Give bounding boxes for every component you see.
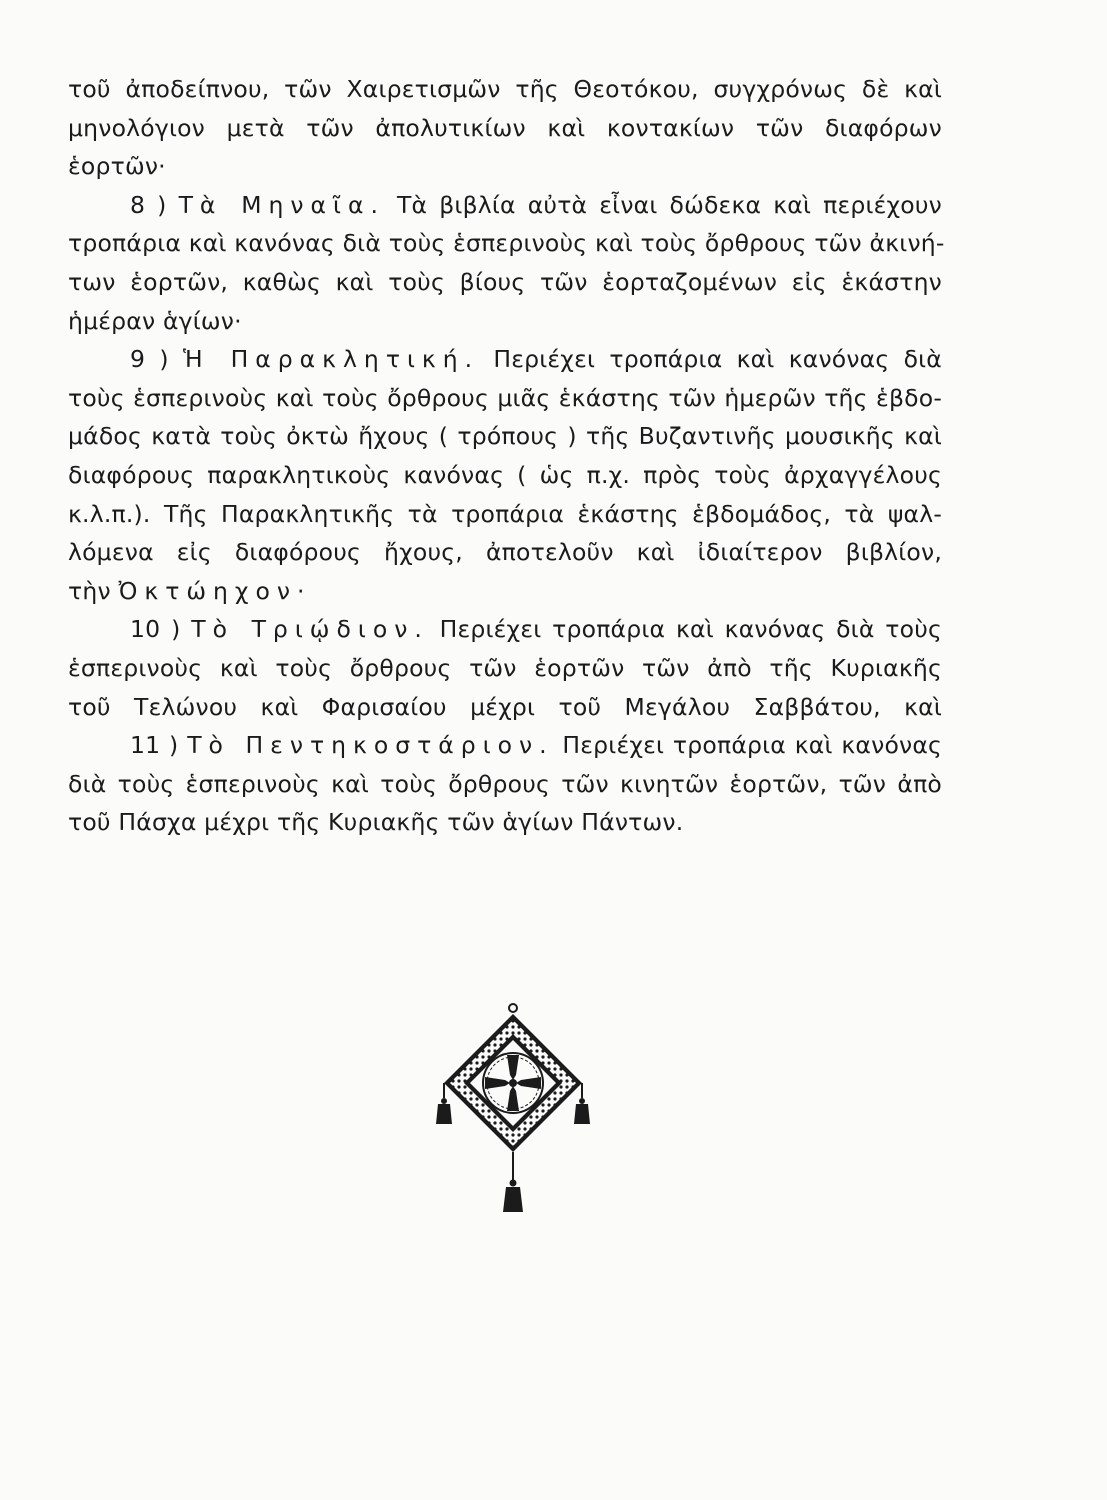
text-line: τοῦ Πάσχα μέχρι τῆς Κυριακῆς τῶν ἁγίων Πάντων.	[68, 808, 684, 837]
item-text: Περιέχει τροπάρια καὶ κανόνας διὰ	[493, 345, 942, 374]
item-text: τὴν	[68, 576, 111, 605]
item-8-heading-line	[68, 186, 942, 225]
text-line: τοὺς ἑσπερινοὺς καὶ τοὺς ὄρθρους μιᾶς ἑκάστης τῶν ἡμερῶν τῆς ἑβδο-	[68, 383, 942, 412]
cross-diamond-ornament-icon	[432, 1000, 594, 1216]
item-9-closing-line	[68, 572, 942, 611]
item-number: 11 )	[130, 731, 179, 760]
item-9-heading-line	[68, 340, 942, 379]
text-line: ἑορτῶν·	[68, 152, 166, 181]
item-text: Περιέχει τροπάρια καὶ κανόνας	[562, 731, 943, 760]
item-11-heading-line	[68, 726, 942, 765]
text-line: ἡμέραν ἁγίων·	[68, 306, 242, 335]
text-line: διὰ τοὺς ἑσπερινοὺς καὶ τοὺς ὄρθρους τῶν κινητῶν ἑορτῶν, τῶν ἀπὸ	[68, 769, 942, 798]
text-line: κ.λ.π.). Τῆς Παρακλητικῆς τὰ τροπάρια ἑκάστης ἑβδομάδος, τὰ ψαλ-	[68, 499, 942, 528]
text-line: ἑσπερινοὺς καὶ τοὺς ὄρθρους τῶν ἑορτῶν τῶν ἀπὸ τῆς Κυριακῆς	[68, 653, 942, 682]
body-text	[68, 70, 945, 842]
text-line: μηνολόγιον μετὰ τῶν ἀπολυτικίων καὶ κοντακίων τῶν διαφόρων	[68, 113, 942, 142]
item-title: Ὀκτώηχον·	[118, 576, 312, 605]
item-number: 10 )	[130, 615, 181, 644]
text-line: λόμενα εἰς διαφόρους ἤχους, ἀποτελοῦν καὶ ἰδιαίτερον βιβλίον,	[68, 538, 942, 567]
text-line: τοῦ Τελώνου καὶ Φαρισαίου μέχρι τοῦ Μεγάλου Σαββάτου, καὶ	[68, 692, 942, 721]
item-title: Τὰ Μηναῖα.	[178, 190, 385, 219]
text-line: των ἑορτῶν, καθὼς καὶ τοὺς βίους τῶν ἑορταζομένων εἰς ἑκάστην	[68, 267, 942, 296]
text-line: διαφόρους παρακλητικοὺς κανόνας ( ὡς π.χ. πρὸς τοὺς ἀρχαγγέλους	[68, 460, 942, 489]
text-line: μάδος κατὰ τοὺς ὀκτὼ ἤχους ( τρόπους ) τῆς Βυζαντινῆς μουσικῆς καὶ	[68, 422, 942, 451]
item-title: Τὸ Πεντηκοστάριον.	[187, 731, 554, 760]
item-number: 9 )	[130, 345, 169, 374]
text-line: τοῦ ἀποδείπνου, τῶν Χαιρετισμῶν τῆς Θεοτόκου, συγχρόνως δὲ καὶ	[68, 75, 942, 103]
item-title: Τὸ Τριῴδιον.	[191, 615, 429, 644]
item-text: Τὰ βιβλία αὐτὰ εἶναι δώδεκα καὶ περιέχουν	[396, 190, 943, 219]
item-text: Περιέχει τροπάρια καὶ κανόνας διὰ τοὺς	[439, 615, 943, 644]
item-10-heading-line	[68, 610, 942, 649]
item-number: 8 )	[130, 190, 167, 219]
text-line: τροπάρια καὶ κανόνας διὰ τοὺς ἑσπερινοὺς καὶ τοὺς ὄρθρους τῶν ἀκινή-	[68, 229, 945, 258]
item-title: Ἡ Παρακλητική.	[182, 345, 480, 374]
